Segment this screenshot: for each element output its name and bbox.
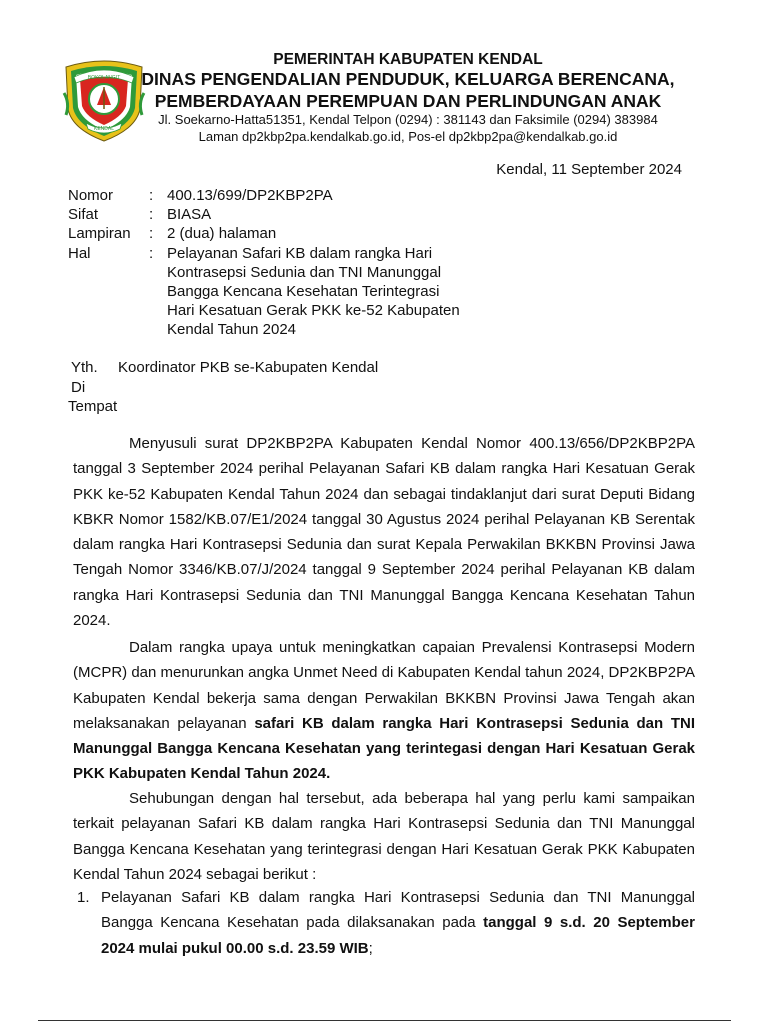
svg-text:KENDAL: KENDAL [93, 126, 115, 132]
meta-colon: : [149, 187, 154, 204]
paragraph-text: Menyusuli surat DP2KBP2PA Kabupaten Kendal Nomor 400.13/656/DP2KBP2PA tanggal 3 September 2024 perihal Pelayanan Safari KB dalam rangka Hari Kesatuan Gerak PKK ke-52 Kabupaten Kendal Tahun 2024 dan sebagai tindaklanjut dari surat Deputi Bidang KBKR Nomor 1582/KB.07/E1/2024 tanggal 30 Agustus 2024 perihal Pelayanan KB Serentak dalam rangka Hari Kontrasepsi Sedunia dan surat Kepala Perwakilan BKKBN Provinsi Jawa Tengah Nomor 3346/KB.07/J/2024 tanggal 9 September 2024 perihal Pelayanan KB dalam rangka Hari Kontrasepsi Sedunia dan TNI Manunggal Bangga Kencana Kesehatan Tahun 2024. [73, 435, 695, 630]
letterhead-government: PEMERINTAH KABUPATEN KENDAL [273, 51, 543, 68]
svg-text:BOKOLANGIT: BOKOLANGIT [87, 75, 121, 81]
meta-nomor [68, 186, 487, 205]
addressee-place: Tempat [68, 398, 118, 415]
paragraph-text [73, 635, 695, 787]
paragraph-bold: safari KB dalam rangka Hari Kontrasepsi Sedunia dan TNI Manunggal Bangga Kencana Kesehatan yang terintegasi dengan Hari Kesatuan Gerak PKK Kabupaten Kendal Tahun 2024. [73, 714, 695, 783]
meta-hal [68, 244, 487, 340]
list-item-bold: tanggal 9 s.d. 20 September 2024 mulai pukul 00.00 s.d. 23.59 WIB [101, 914, 695, 957]
paragraph-plain: Dalam rangka upaya untuk meningkatkan capaian Prevalensi Kontrasepsi Modern (MCPR) dan menurunkan angka Unmet Need di Kabupaten Kendal tahun 2024, DP2KBP2PA Kabupaten Kendal bekerja sama dengan Perwakilan BKKBN Provinsi Jawa Tengah akan melaksanakan pelayanan [73, 639, 695, 732]
paragraph-text: Sehubungan dengan hal tersebut, ada beberapa hal yang perlu kami sampaikan terkait pelayanan Safari KB dalam rangka Hari Kontrasepsi Sedunia dan TNI Manunggal Bangga Kencana Kesehatan yang terintegrasi dengan Hari Kesatuan Gerak PKK Kabupaten Kendal Tahun 2024 sebagai berikut : [73, 790, 695, 883]
addressee-di: Di [71, 378, 86, 396]
hal-line: Hari Kesatuan Gerak PKK ke-52 Kabupaten [167, 302, 460, 320]
list-item [77, 885, 695, 961]
letterhead-contact: Laman dp2kbp2pa.kendalkab.go.id, Pos-el dp2kbp2pa@kendalkab.go.id [198, 129, 618, 144]
meta-colon: : [149, 206, 154, 224]
meta-colon: : [149, 225, 154, 243]
meta-colon: : [149, 244, 154, 262]
meta-sifat [68, 205, 487, 224]
list-item-plain: Pelayanan Safari KB dalam rangka Hari Kontrasepsi Sedunia dan TNI Manunggal Bangga Kencana Kesehatan pada dilaksanakan pada [101, 889, 695, 932]
meta-value [167, 244, 487, 340]
letter-meta [68, 186, 487, 340]
page-bottom-rule [38, 1020, 731, 1021]
meta-label: Nomor [68, 187, 114, 204]
list-item-end: ; [368, 939, 373, 957]
hal-line: Kontrasepsi Sedunia dan TNI Manunggal [167, 263, 442, 281]
meta-value: 400.13/699/DP2KBP2PA [167, 187, 333, 204]
meta-lampiran [68, 224, 487, 243]
letter-date: Kendal, 11 September 2024 [496, 161, 682, 178]
meta-value: BIASA [167, 206, 212, 224]
letterhead-address: Jl. Soekarno-Hatta51351, Kendal Telpon (0294) : 381143 dan Faksimile (0294) 383984 [158, 112, 658, 127]
body-paragraph-3 [73, 786, 695, 887]
addressee-yth: Yth. [71, 359, 98, 376]
list-item-number: 1. [77, 889, 90, 906]
list-item-text [101, 885, 695, 961]
body-paragraph-1 [73, 431, 695, 633]
meta-label: Lampiran [68, 225, 131, 243]
hal-line: Pelayanan Safari KB dalam rangka Hari [167, 244, 433, 262]
addressee-recipient: Koordinator PKB se-Kabupaten Kendal [118, 359, 379, 376]
letterhead-agency-line1: DINAS PENGENDALIAN PENDUDUK, KELUARGA BERENCANA, [141, 69, 675, 89]
letterhead-agency-line2: PEMBERDAYAAN PEREMPUAN DAN PERLINDUNGAN ANAK [154, 91, 662, 111]
meta-value: 2 (dua) halaman [167, 225, 277, 243]
body-paragraph-2 [73, 635, 695, 787]
numbered-list [77, 885, 695, 961]
meta-label: Sifat [68, 206, 99, 224]
meta-label: Hal [68, 244, 91, 262]
hal-line: Kendal Tahun 2024 [167, 321, 297, 339]
addressee-block [68, 358, 378, 417]
hal-line: Bangga Kencana Kesehatan Terintegrasi [167, 283, 440, 301]
